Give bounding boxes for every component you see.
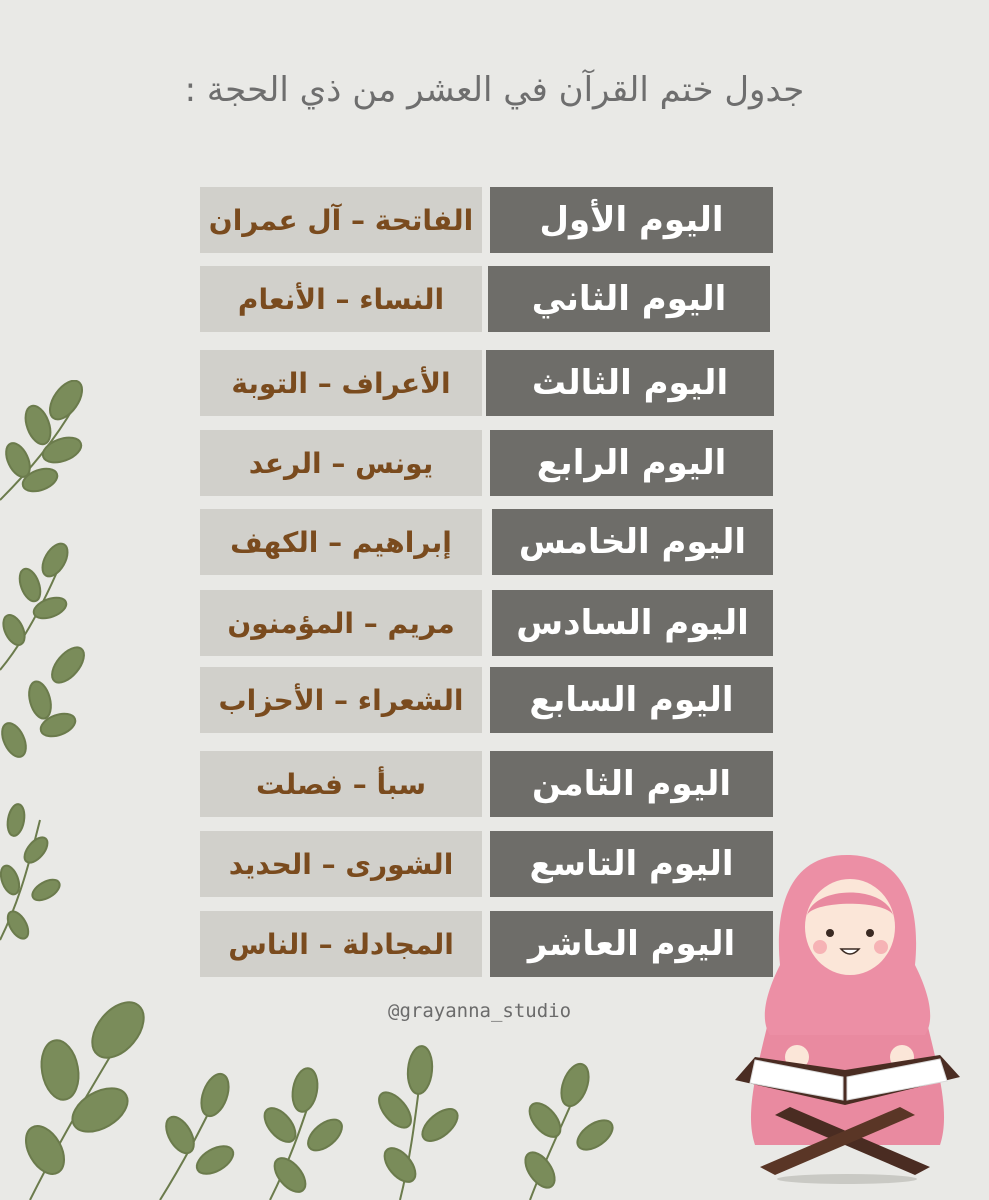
surah-cell: الشعراء – الأحزاب bbox=[200, 667, 482, 733]
schedule-row-4 bbox=[0, 430, 989, 510]
leaf-branch-left-icon bbox=[0, 380, 110, 1000]
schedule-row-7 bbox=[0, 667, 989, 747]
leaf-branch-bottom-icon bbox=[0, 960, 700, 1200]
surah-cell: مريم – المؤمنون bbox=[200, 590, 482, 656]
day-cell: اليوم العاشر bbox=[490, 911, 773, 977]
day-cell: اليوم التاسع bbox=[490, 831, 773, 897]
surah-cell: الأعراف – التوبة bbox=[200, 350, 482, 416]
schedule-row-8 bbox=[0, 751, 989, 831]
surah-cell: النساء – الأنعام bbox=[200, 266, 482, 332]
day-cell: اليوم الثامن bbox=[490, 751, 773, 817]
schedule-row-6 bbox=[0, 590, 989, 670]
surah-cell: يونس – الرعد bbox=[200, 430, 482, 496]
day-cell: اليوم السادس bbox=[492, 590, 773, 656]
day-cell: اليوم الثالث bbox=[486, 350, 774, 416]
schedule-row-3 bbox=[0, 350, 989, 430]
page-title: جدول ختم القرآن في العشر من ذي الحجة : bbox=[184, 70, 805, 110]
surah-cell: الشورى – الحديد bbox=[200, 831, 482, 897]
day-cell: اليوم السابع bbox=[490, 667, 773, 733]
surah-cell: سبأ – فصلت bbox=[200, 751, 482, 817]
day-cell: اليوم الرابع bbox=[490, 430, 773, 496]
surah-cell: المجادلة – الناس bbox=[200, 911, 482, 977]
surah-cell: إبراهيم – الكهف bbox=[200, 509, 482, 575]
day-cell: اليوم الأول bbox=[490, 187, 773, 253]
girl-reading-quran-icon bbox=[715, 845, 980, 1185]
surah-cell: الفاتحة – آل عمران bbox=[200, 187, 482, 253]
studio-handle: @grayanna_studio bbox=[388, 1000, 572, 1022]
day-cell: اليوم الثاني bbox=[488, 266, 770, 332]
schedule-row-2 bbox=[0, 266, 989, 346]
schedule-row-1 bbox=[0, 185, 989, 265]
schedule-row-5 bbox=[0, 509, 989, 589]
day-cell: اليوم الخامس bbox=[492, 509, 773, 575]
